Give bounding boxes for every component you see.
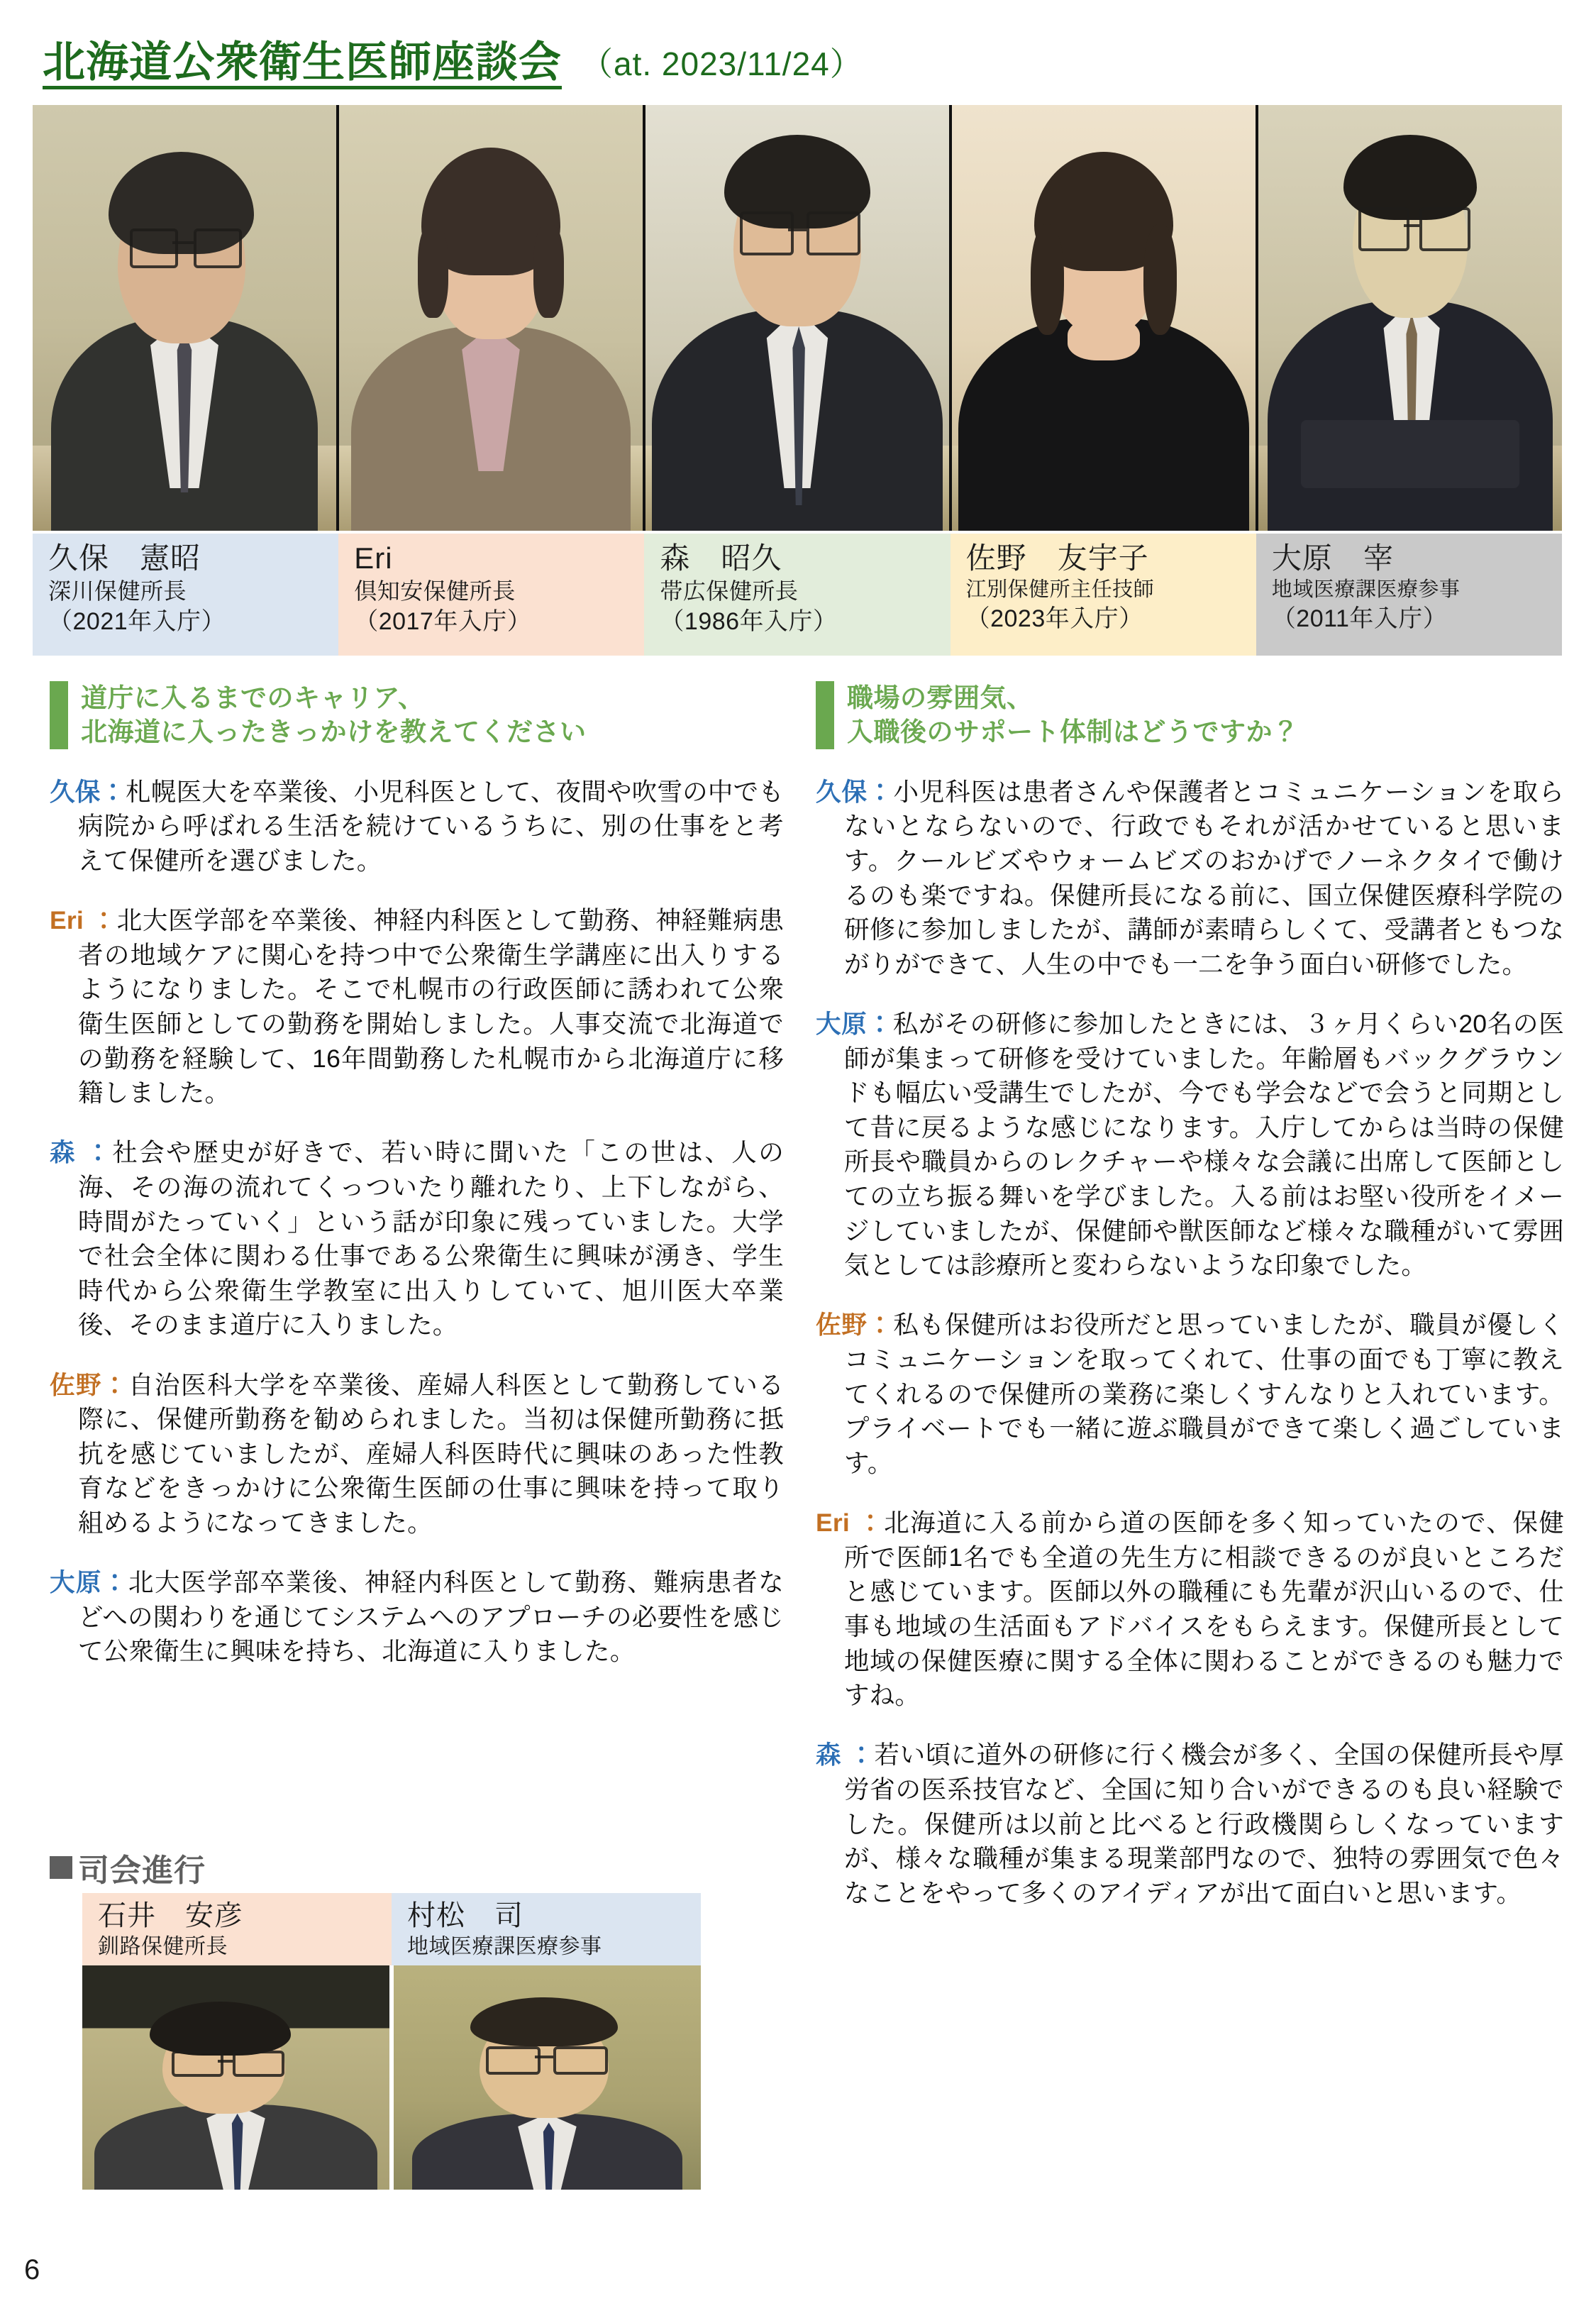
speech-text: 社会や歴史が好きで、若い時に聞いた「この世は、人の海、その海の流れてくっついたり離れたり、上下しながら、時間がたっていく」という話が印象に残っていました。大学で社会全体に関わる仕事である公衆衛生に興味が湧き、学生時代から公衆衛生学教室に出入りしていて、旭川医大卒業後、そのまま道庁に入りました。: [78, 1138, 784, 1340]
participant-year: （2017年入庁）: [354, 607, 532, 635]
speaker-label: Eri ：: [50, 906, 117, 935]
participant-photo-sano: [952, 105, 1256, 531]
participant-year: （1986年入庁）: [660, 607, 838, 635]
speaker-label: 佐野：: [816, 1311, 894, 1340]
namecard-eri: [338, 534, 644, 656]
participant-year: （2021年入庁）: [48, 607, 226, 635]
speech-item: [816, 1738, 1564, 1910]
participant-photo-eri: [339, 105, 643, 531]
speaker-label: 森 ：: [50, 1138, 113, 1167]
page-number: 6: [24, 2254, 40, 2285]
speech-item: [50, 1565, 784, 1669]
namecard-sano: [951, 534, 1256, 656]
question-line-2: 北海道に入ったきっかけを教えてください: [81, 717, 587, 747]
participant-name: Eri: [354, 541, 393, 575]
participant-name: 久保 憲昭: [48, 541, 201, 575]
question-line-1: 道庁に入るまでのキャリア、: [81, 683, 425, 712]
moderator-title-text: 司会進行: [78, 1853, 206, 1888]
question-heading-career: [50, 681, 784, 749]
speech-text: 北大医学部を卒業後、神経内科医として勤務、神経難病患者の地域ケアに関心を持つ中で公衆衛生学講座に出入りするようになりました。そこで札幌市の行政医師に誘われて公衆衛生医師としての勤務を開始しました。人事交流で北海道での勤務を経験して、16年間勤務した札幌市から北海道庁に移籍しました。: [78, 906, 784, 1108]
participant-name: 佐野 友宇子: [965, 541, 1149, 575]
participant-name: 大原 宰: [1271, 541, 1394, 575]
left-column: [50, 681, 784, 1679]
speech-item: [816, 1308, 1564, 1480]
question-heading-workplace: [816, 681, 1564, 749]
namecard-ishii: [82, 1893, 392, 1965]
participant-role: 深川保健所長: [48, 578, 187, 605]
heading-accent-bar: [816, 681, 834, 749]
speech-text: 北海道に入る前から道の医師を多く知っていたので、保健所で医師1名でも全道の先生方に相談できるのが良いところだと感じています。医師以外の職種にも先輩が沢山いるので、仕事も地域の生活面もアドバイスをもらえます。保健所長として地域の保健医療に関する全体に関わることができるのも魅力ですね。: [844, 1508, 1564, 1710]
namecard-mori: [644, 534, 950, 656]
speech-text: 私がその研修に参加したときには、３ヶ月くらい20名の医師が集まって研修を受けていました。年齢層もバックグラウンドも幅広い受講生でしたが、今でも学会などで会うと同期として昔に戻るような感じになります。入庁してからは当時の保健所長や職員からのレクチャーや様々な会議に出席して医師としての立ち振る舞いを学びました。入る前はお堅い役所をイメージしていましたが、保健師や獣医師など様々な職種がいて雰囲気としては診療所と変わらないような印象でした。: [844, 1009, 1564, 1280]
speech-text: 若い頃に道外の研修に行く機会が多く、全国の保健所長や厚労省の医系技官など、全国に知り合いができるのも良い経験でした。保健所は以前と比べると行政機関らしくなっていますが、様々な職種が集まる現業部門なので、独特の雰囲気で色々なことをやって多くのアイディアが出て面白いと思います。: [844, 1740, 1564, 1907]
speech-text: 小児科医は患者さんや保護者とコミュニケーションを取らないとならないので、行政でもそれが活かせていると思います。クールビズやウォームビズのおかげでノーネクタイで働けるのも楽ですね。保健所長になる前に、国立保健医療科学院の研修に参加しましたが、講師が素晴らしくて、受講者ともつながりができて、人生の中でも一二を争う面白い研修でした。: [844, 777, 1564, 978]
moderator-name: 石井 安彦: [98, 1900, 243, 1931]
page-title: 北海道公衆衛生医師座談会: [43, 40, 562, 89]
participant-photo-mori: [645, 105, 949, 531]
speech-item: [50, 1135, 784, 1342]
namecard-kubo: [33, 534, 338, 656]
event-date: （at. 2023/11/24）: [580, 45, 863, 82]
question-line-1: 職場の雰囲気、: [847, 683, 1033, 712]
square-bullet-icon: [50, 1856, 72, 1879]
speech-text: 自治医科大学を卒業後、産婦人科医として勤務している際に、保健所勤務を勧められました。当初は保健所勤務に抵抗を感じていましたが、産婦人科医時代に興味のあった性教育などをきっかけに公衆衛生医師の仕事に興味を持って取り組めるようになってきました。: [78, 1370, 784, 1538]
speaker-label: 久保：: [50, 777, 126, 806]
moderator-namecard-row: [82, 1893, 701, 1965]
question-line-2: 入職後のサポート体制はどうですか？: [847, 717, 1299, 747]
participant-name: 森 昭久: [660, 541, 782, 575]
namecard-muramatsu: [392, 1893, 701, 1965]
participant-role: 帯広保健所長: [660, 578, 799, 605]
speech-text: 私も保健所はお役所だと思っていましたが、職員が優しくコミュニケーションを取ってくれて、仕事の面でも丁寧に教えてくれるので保健所の業務に楽しくすんなりと入れています。プライベートでも一緒に遊ぶ職員ができて楽しく過ごしています。: [844, 1311, 1564, 1477]
participant-role: 地域医療課医療参事: [1271, 578, 1461, 602]
participant-year: （2023年入庁）: [965, 605, 1143, 632]
speech-item: [816, 1007, 1564, 1283]
speech-text: 札幌医大を卒業後、小児科医として、夜間や吹雪の中でも病院から呼ばれる生活を続けているうちに、別の仕事をと考えて保健所を選びました。: [78, 777, 784, 875]
speaker-label: 大原：: [816, 1009, 893, 1038]
speech-item: [50, 903, 784, 1110]
participant-role: 江別保健所主任技師: [965, 578, 1155, 602]
participant-role: 倶知安保健所長: [354, 578, 516, 605]
question-heading-text: [81, 681, 587, 749]
moderator-photo-row: [82, 1965, 701, 2190]
speaker-label: 大原：: [50, 1568, 129, 1597]
participant-photo-kubo: [33, 105, 336, 531]
participant-year: （2011年入庁）: [1271, 605, 1448, 632]
moderator-name: 村松 司: [407, 1900, 523, 1931]
moderator-role: 釧路保健所長: [98, 1934, 228, 1958]
moderator-section: [50, 1845, 784, 2190]
participant-photo-ohara: [1258, 105, 1562, 531]
speaker-label: 森 ：: [816, 1740, 875, 1770]
speaker-label: Eri ：: [816, 1508, 885, 1538]
namecard-ohara: [1256, 534, 1562, 656]
right-column: [816, 681, 1564, 1920]
speaker-label: 佐野：: [50, 1370, 129, 1399]
question-heading-text: [847, 681, 1299, 749]
moderator-role: 地域医療課医療参事: [407, 1934, 602, 1958]
speech-item: [50, 775, 784, 878]
speech-item: [816, 1506, 1564, 1713]
moderator-photo-ishii: [82, 1965, 389, 2190]
speech-item: [50, 1368, 784, 1540]
speech-item: [816, 775, 1564, 982]
speech-text: 北大医学部卒業後、神経内科医として勤務、難病患者などへの関わりを通じてシステムへのアプローチの必要性を感じて公衆衛生に興味を持ち、北海道に入りました。: [78, 1568, 784, 1666]
heading-accent-bar: [50, 681, 68, 749]
participant-namecard-row: [33, 534, 1562, 656]
moderator-photo-muramatsu: [394, 1965, 701, 2190]
speaker-label: 久保：: [816, 777, 894, 806]
participants-photo-strip: [33, 105, 1562, 531]
page-header: [43, 27, 1553, 89]
moderator-section-title: [50, 1845, 784, 1890]
